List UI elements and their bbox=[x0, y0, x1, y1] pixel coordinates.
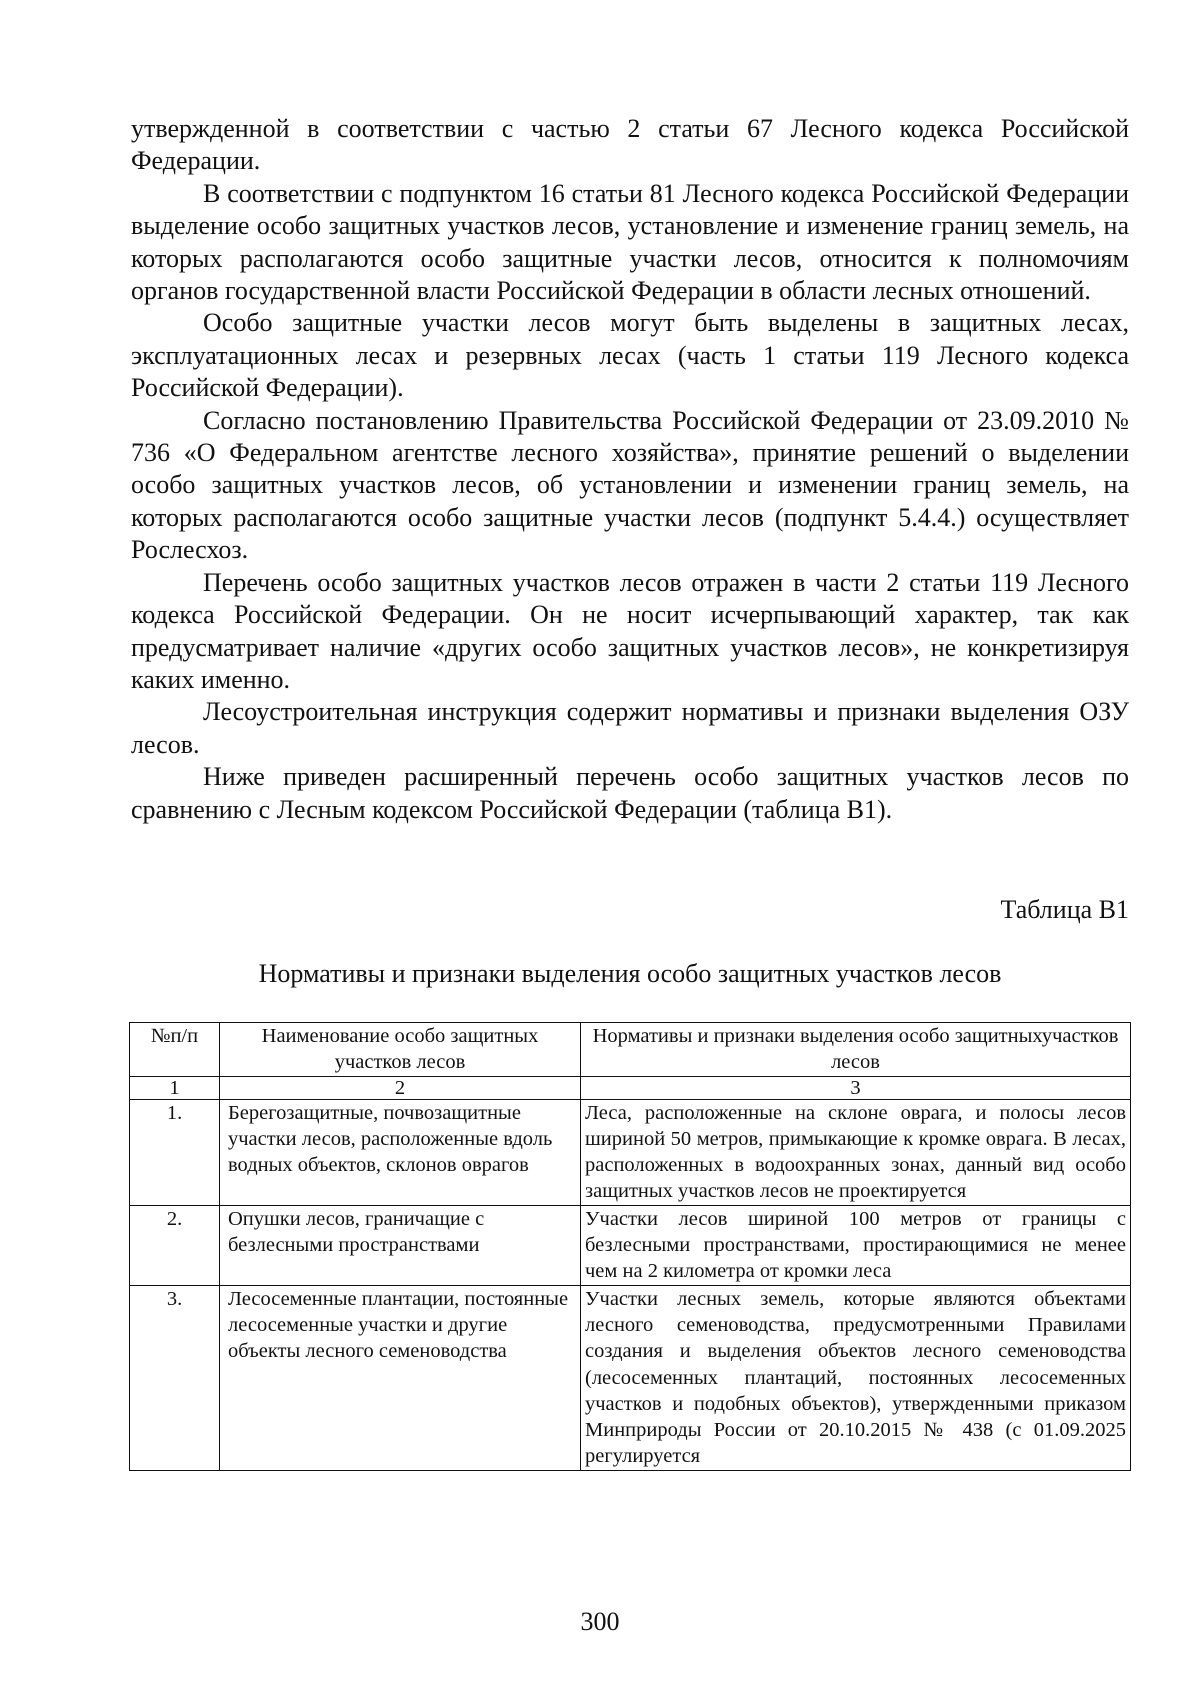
row-criteria: Леса, расположенные на склоне оврага, и полосы лесов шириной 50 метров, примыкающие к кромке оврага. В лесах, расположенных в водоохранных зонах, данный вид особо защитных участков лесов не проектируется bbox=[581, 1099, 1131, 1205]
paragraph: Перечень особо защитных участков лесов отражен в части 2 статьи 119 Лесного кодекса Российской Федерации. Он не носит исчерпывающий характер, так как предусматривает наличие «других особо защитных участков лесов», не конкретизируя каких именно. bbox=[131, 567, 1129, 694]
body-text bbox=[131, 113, 1129, 826]
table-label: Таблица В1 bbox=[1000, 895, 1129, 924]
table-row bbox=[130, 1285, 1131, 1470]
column-index: 1 bbox=[130, 1076, 220, 1099]
paragraph: В соответствии с подпунктом 16 статьи 81 Лесного кодекса Российской Федерации выделение особо защитных участков лесов, установление и изменение границ земель, на которых располагаются особо защитные участки лесов, относится к полномочиям органов государственной власти Российской Федерации в области лесных отношений. bbox=[131, 178, 1129, 306]
row-number: 1. bbox=[130, 1099, 220, 1205]
row-number: 2. bbox=[130, 1205, 220, 1285]
paragraph: Ниже приведен расширенный перечень особо защитных участков лесов по сравнению с Лесным кодексом Российской Федерации (таблица В1). bbox=[131, 762, 1129, 824]
table-header-row bbox=[130, 1023, 1131, 1077]
page-number: 300 bbox=[580, 1607, 620, 1636]
table-row bbox=[130, 1099, 1131, 1205]
row-name: Лесосеменные плантации, постоянные лесосеменные участки и другие объекты лесного семеноводства bbox=[220, 1285, 581, 1470]
header-num: №п/п bbox=[130, 1023, 220, 1077]
column-index: 2 bbox=[220, 1076, 581, 1099]
header-criteria: Нормативы и признаки выделения особо защитныхучастков лесов bbox=[581, 1023, 1131, 1077]
paragraph: Согласно постановлению Правительства Российской Федерации от 23.09.2010 № 736 «О Федеральном агентстве лесного хозяйства», принятие решений о выделении особо защитных участков лесов, об установлении и изменении границ земель, на которых располагаются особо защитные участки лесов (подпункт 5.4.4.) осуществляет Рослесхоз. bbox=[131, 405, 1129, 565]
column-index: 3 bbox=[581, 1076, 1131, 1099]
paragraph: Лесоустроительная инструкция содержит нормативы и признаки выделения ОЗУ лесов. bbox=[131, 697, 1129, 759]
table-row bbox=[130, 1205, 1131, 1285]
paragraph-continuation: утвержденной в соответствии с частью 2 статьи 67 Лесного кодекса Российской Федерации. bbox=[131, 114, 1129, 176]
header-name: Наименование особо защитных участков лесов bbox=[220, 1023, 581, 1077]
row-criteria: Участки лесов шириной 100 метров от границы с безлесными пространствами, простирающимися не менее чем на 2 километра от кромки леса bbox=[581, 1205, 1131, 1285]
row-number: 3. bbox=[130, 1285, 220, 1470]
table-title: Нормативы и признаки выделения особо защитных участков лесов bbox=[258, 959, 1002, 988]
row-name: Опушки лесов, граничащие с безлесными пространствами bbox=[220, 1205, 581, 1285]
table-column-index-row bbox=[130, 1076, 1131, 1099]
paragraph: Особо защитные участки лесов могут быть выделены в защитных лесах, эксплуатационных лесах и резервных лесах (часть 1 статьи 119 Лесного кодекса Российской Федерации). bbox=[131, 308, 1129, 403]
row-criteria: Участки лесных земель, которые являются объектами лесного семеноводства, предусмотренными Правилами создания и выделения объектов лесного семеноводства (лесосеменных плантаций, постоянных лесосеменных участков и подобных объектов), утвержденными приказом Минприроды России от 20.10.2015 № 438 (с 01.09.2025 регулируется bbox=[581, 1285, 1131, 1470]
row-name: Берегозащитные, почвозащитные участки лесов, расположенные вдоль водных объектов, склонов оврагов bbox=[220, 1099, 581, 1205]
norms-table bbox=[129, 1022, 1131, 1471]
